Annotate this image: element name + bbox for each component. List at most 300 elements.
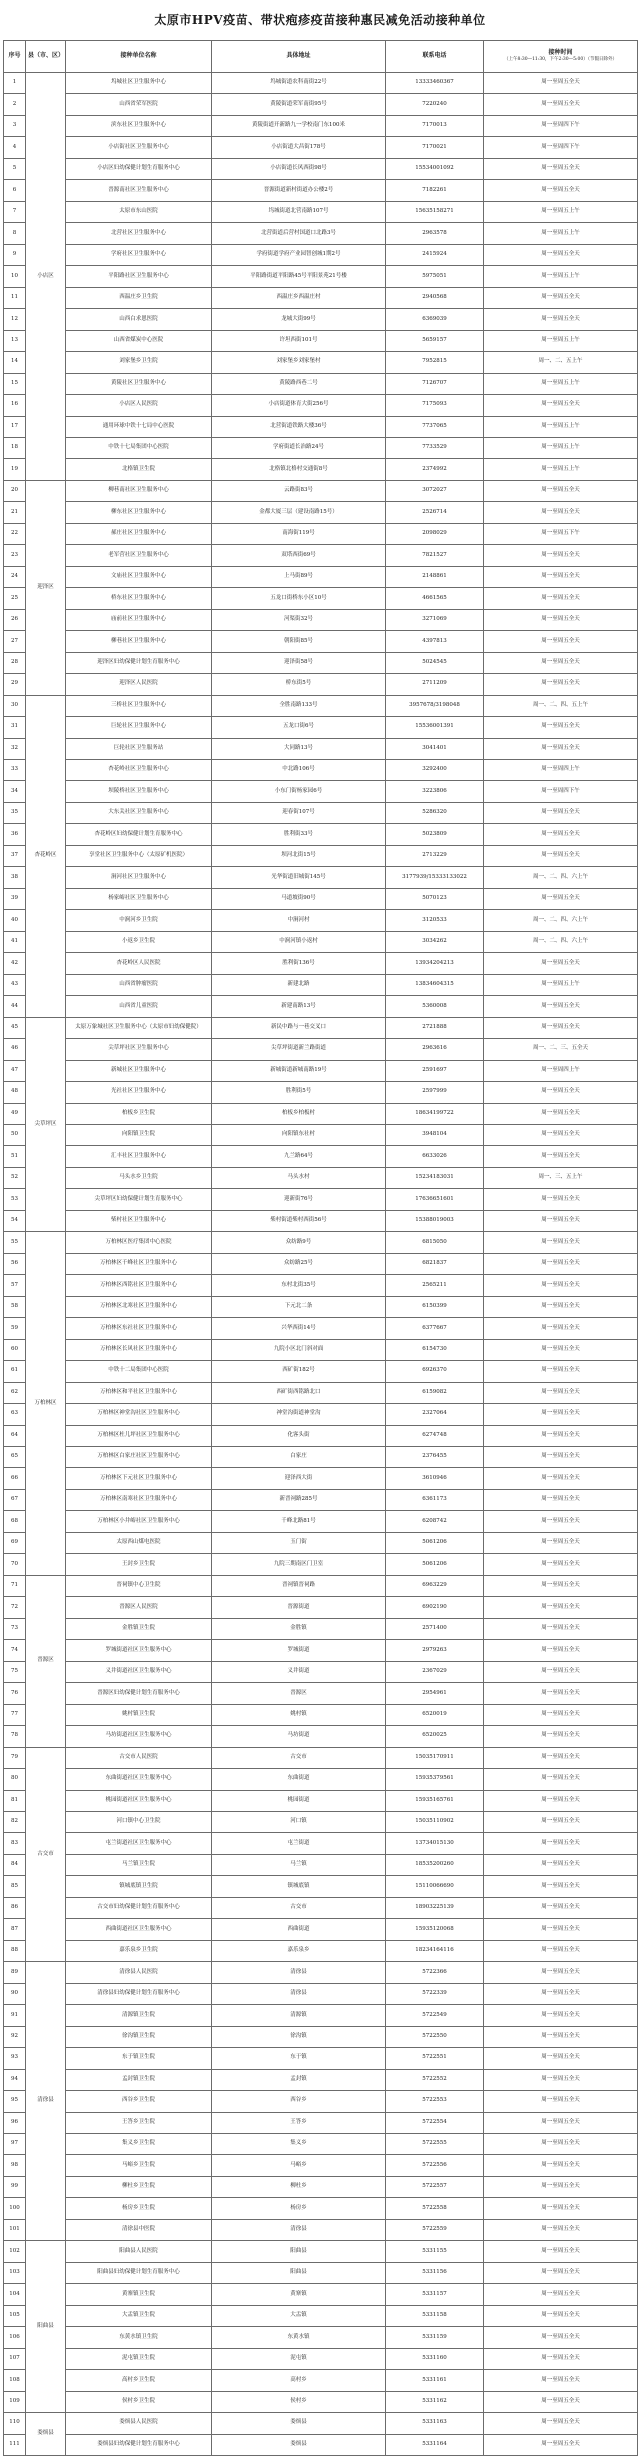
cell-address: 迎春街107号 [212, 802, 386, 823]
cell-phone: 2565211 [386, 1275, 484, 1296]
cell-address: 南海街119号 [212, 523, 386, 544]
cell-address: 新建南路13号 [212, 996, 386, 1017]
cell-name: 小店街社区卫生服务中心 [66, 137, 212, 158]
cell-address: 龙城大街99号 [212, 309, 386, 330]
cell-name: 马坊街道社区卫生服务中心 [66, 1726, 212, 1747]
cell-name: 涧河社区卫生服务中心 [66, 867, 212, 888]
cell-address: 中涧河村 [212, 910, 386, 931]
table-row [4, 2284, 638, 2305]
cell-seq: 24 [4, 566, 26, 587]
cell-seq: 74 [4, 1640, 26, 1661]
cell-time: 周一至周五全天 [484, 1017, 638, 1038]
table-row [4, 2348, 638, 2369]
cell-time: 周一至周五全天 [484, 1769, 638, 1790]
table-row [4, 330, 638, 351]
cell-phone: 5722554 [386, 2112, 484, 2133]
cell-time: 周一至周五全天 [484, 2327, 638, 2348]
cell-address: 刘家堡乡刘家堡村 [212, 352, 386, 373]
table-row [4, 2413, 638, 2434]
cell-seq: 50 [4, 1124, 26, 1145]
cell-phone: 18903225139 [386, 1897, 484, 1918]
cell-seq: 30 [4, 695, 26, 716]
cell-phone: 5331156 [386, 2262, 484, 2283]
cell-phone: 6361173 [386, 1489, 484, 1510]
cell-phone: 15035110902 [386, 1811, 484, 1832]
cell-address: 柳杜乡 [212, 2176, 386, 2197]
cell-name: 柴村社区卫生服务中心 [66, 1210, 212, 1231]
cell-seq: 80 [4, 1769, 26, 1790]
cell-seq: 11 [4, 287, 26, 308]
header-time-label: 接种时间 [548, 49, 573, 57]
cell-phone: 7821527 [386, 545, 484, 566]
cell-seq: 43 [4, 974, 26, 995]
cell-phone: 3177939/15333133022 [386, 867, 484, 888]
cell-phone: 5722556 [386, 2155, 484, 2176]
cell-phone: 7170013 [386, 115, 484, 136]
cell-phone: 7182261 [386, 180, 484, 201]
cell-address: 清源镇 [212, 2005, 386, 2026]
cell-time: 周一至周五全天 [484, 1811, 638, 1832]
table-row [4, 1146, 638, 1167]
cell-seq: 28 [4, 652, 26, 673]
cell-phone: 15935165761 [386, 1790, 484, 1811]
cell-phone: 18535200260 [386, 1854, 484, 1875]
table-row [4, 1232, 638, 1253]
cell-time: 周一至周五全天 [484, 1940, 638, 1961]
cell-phone: 6369039 [386, 309, 484, 330]
header-seq: 序号 [4, 41, 26, 73]
cell-seq: 75 [4, 1661, 26, 1682]
cell-time: 周一至周五全天 [484, 94, 638, 115]
cell-seq: 71 [4, 1575, 26, 1596]
cell-phone: 5722550 [386, 2026, 484, 2047]
cell-name: 桃园街道社区卫生服务中心 [66, 1790, 212, 1811]
cell-time: 周一至周四上午 [484, 1060, 638, 1081]
cell-name: 太原万象城社区卫生服务中心（太原市妇幼保健院） [66, 1017, 212, 1038]
table-row [4, 1468, 638, 1489]
table-row [4, 459, 638, 480]
table-row [4, 73, 638, 94]
cell-phone: 5024545 [386, 652, 484, 673]
cell-seq: 49 [4, 1103, 26, 1124]
cell-seq: 96 [4, 2112, 26, 2133]
cell-phone: 3610946 [386, 1468, 484, 1489]
cell-time: 周一至周五全天 [484, 1318, 638, 1339]
cell-phone: 3120533 [386, 910, 484, 931]
cell-phone: 3072027 [386, 480, 484, 501]
table-row [4, 1167, 638, 1188]
cell-address: 坝河北街15号 [212, 845, 386, 866]
table-row [4, 2134, 638, 2155]
cell-name: 孟封镇卫生院 [66, 2069, 212, 2090]
cell-address: 新晋祠路285号 [212, 1489, 386, 1510]
cell-address: 千峰北路81号 [212, 1511, 386, 1532]
cell-seq: 92 [4, 2026, 26, 2047]
cell-seq: 87 [4, 1919, 26, 1940]
cell-address: 胜利街33号 [212, 824, 386, 845]
cell-seq: 65 [4, 1447, 26, 1468]
cell-name: 黄陵社区卫生服务中心 [66, 373, 212, 394]
cell-phone: 2954961 [386, 1683, 484, 1704]
cell-seq: 40 [4, 910, 26, 931]
cell-seq: 52 [4, 1167, 26, 1188]
cell-time: 周一至周五全天 [484, 2005, 638, 2026]
cell-seq: 76 [4, 1683, 26, 1704]
cell-address: 阳曲县 [212, 2241, 386, 2262]
cell-phone: 5722559 [386, 2219, 484, 2240]
cell-time: 周一至周五全天 [484, 2284, 638, 2305]
cell-phone: 5360008 [386, 996, 484, 1017]
cell-address: 尖草坪街道新兰路街道 [212, 1039, 386, 1060]
cell-address: 九院小区北门斜对面 [212, 1339, 386, 1360]
cell-name: 万柏林区白家庄社区卫生服务中心 [66, 1447, 212, 1468]
cell-district: 清徐县 [26, 1962, 66, 2241]
table-row [4, 373, 638, 394]
table-row [4, 1275, 638, 1296]
cell-name: 杨房乡卫生院 [66, 2198, 212, 2219]
cell-address: 迎泽西大街 [212, 1468, 386, 1489]
cell-seq: 69 [4, 1532, 26, 1553]
table-row [4, 910, 638, 931]
cell-name: 小返乡卫生院 [66, 931, 212, 952]
cell-address: 清徐县 [212, 2219, 386, 2240]
cell-time: 周一至周五全天 [484, 802, 638, 823]
table-row [4, 1575, 638, 1596]
table-row [4, 437, 638, 458]
cell-phone: 5331160 [386, 2348, 484, 2369]
cell-name: 柳杜乡卫生院 [66, 2176, 212, 2197]
cell-time: 周一至周五全天 [484, 1103, 638, 1124]
cell-seq: 107 [4, 2348, 26, 2369]
cell-name: 东于镇卫生院 [66, 2048, 212, 2069]
cell-phone: 15110066690 [386, 1876, 484, 1897]
table-row [4, 523, 638, 544]
table-row [4, 2005, 638, 2026]
cell-phone: 6520019 [386, 1704, 484, 1725]
cell-name: 山西省煤炭中心医院 [66, 330, 212, 351]
cell-name: 向阳镇卫生院 [66, 1124, 212, 1145]
cell-time: 周一至周五全天 [484, 1361, 638, 1382]
header-address: 具体地址 [212, 41, 386, 73]
cell-seq: 10 [4, 266, 26, 287]
cell-address: 平阳路街道平阳路45号平阳景苑21号楼 [212, 266, 386, 287]
cell-time: 周一至周五全天 [484, 566, 638, 587]
cell-address: 众纺路9号 [212, 1232, 386, 1253]
table-row [4, 158, 638, 179]
cell-time: 周一至周五全天 [484, 1468, 638, 1489]
cell-time: 周一、二、五上午 [484, 352, 638, 373]
cell-time: 周一至周五全天 [484, 2176, 638, 2197]
cell-address: 坞城街道北营南路107号 [212, 201, 386, 222]
cell-seq: 27 [4, 631, 26, 652]
cell-seq: 97 [4, 2134, 26, 2155]
table-row [4, 1554, 638, 1575]
vaccination-units-table [3, 40, 638, 2456]
cell-phone: 13333460367 [386, 73, 484, 94]
cell-seq: 31 [4, 717, 26, 738]
cell-phone: 5331155 [386, 2241, 484, 2262]
cell-address: 晋源区 [212, 1683, 386, 1704]
cell-address: 姚村镇 [212, 1704, 386, 1725]
cell-phone: 5722552 [386, 2069, 484, 2090]
cell-time: 周一至周五全天 [484, 2262, 638, 2283]
cell-name: 万柏林区小井峪社区卫生服务中心 [66, 1511, 212, 1532]
cell-phone: 5722553 [386, 2091, 484, 2112]
cell-phone: 7733529 [386, 437, 484, 458]
table-row [4, 2198, 638, 2219]
cell-name: 光社社区卫生服务中心 [66, 1082, 212, 1103]
cell-phone: 3957678/3198048 [386, 695, 484, 716]
cell-name: 泥屯镇卫生院 [66, 2348, 212, 2369]
cell-name: 山西省儿童医院 [66, 996, 212, 1017]
cell-phone: 5023809 [386, 824, 484, 845]
cell-address: 西曲街道 [212, 1919, 386, 1940]
cell-seq: 47 [4, 1060, 26, 1081]
table-row [4, 717, 638, 738]
cell-seq: 46 [4, 1039, 26, 1060]
cell-name: 尖草坪社区卫生服务中心 [66, 1039, 212, 1060]
cell-name: 中铁十二局集团中心医院 [66, 1361, 212, 1382]
cell-seq: 61 [4, 1361, 26, 1382]
cell-seq: 110 [4, 2413, 26, 2434]
cell-phone: 2376455 [386, 1447, 484, 1468]
cell-time: 周一至周五全天 [484, 738, 638, 759]
cell-time: 周一至周五全天 [484, 888, 638, 909]
cell-seq: 21 [4, 502, 26, 523]
cell-time: 周一至周五全天 [484, 1790, 638, 1811]
cell-seq: 95 [4, 2091, 26, 2112]
cell-address: 北营街道铁路大楼36号 [212, 416, 386, 437]
cell-seq: 78 [4, 1726, 26, 1747]
cell-time: 周一至周五全天 [484, 1833, 638, 1854]
table-row [4, 2327, 638, 2348]
cell-time: 周一至周五全天 [484, 244, 638, 265]
cell-name: 柳巷社区卫生服务中心 [66, 631, 212, 652]
table-row [4, 2434, 638, 2455]
cell-phone: 5722549 [386, 2005, 484, 2026]
cell-name: 晋源区人民医院 [66, 1597, 212, 1618]
cell-seq: 1 [4, 73, 26, 94]
table-row [4, 1039, 638, 1060]
cell-name: 清徐县人民医院 [66, 1962, 212, 1983]
cell-address: 兴华西街14号 [212, 1318, 386, 1339]
cell-address: 娄烦县 [212, 2434, 386, 2455]
table-row [4, 2026, 638, 2047]
cell-name: 西谷乡卫生院 [66, 2091, 212, 2112]
cell-phone: 5659157 [386, 330, 484, 351]
cell-phone: 2571400 [386, 1618, 484, 1639]
cell-time: 周一至周五全天 [484, 158, 638, 179]
cell-name: 阳曲县妇幼保健计划生育服务中心 [66, 2262, 212, 2283]
cell-time: 周一至周五全天 [484, 1404, 638, 1425]
cell-address: 泥屯镇 [212, 2348, 386, 2369]
cell-seq: 14 [4, 352, 26, 373]
cell-phone: 7170021 [386, 137, 484, 158]
cell-seq: 93 [4, 2048, 26, 2069]
cell-phone: 2327064 [386, 1404, 484, 1425]
cell-phone: 6963229 [386, 1575, 484, 1596]
cell-seq: 26 [4, 609, 26, 630]
table-row [4, 1532, 638, 1553]
cell-address: 众纺路25号 [212, 1253, 386, 1274]
table-row [4, 1189, 638, 1210]
cell-time: 周一、二、四、六上午 [484, 867, 638, 888]
table-row [4, 760, 638, 781]
cell-address: 学府街道学府产业园智创城1期2号 [212, 244, 386, 265]
cell-time: 周一至周五上午 [484, 437, 638, 458]
table-row [4, 137, 638, 158]
cell-seq: 73 [4, 1618, 26, 1639]
table-row [4, 1124, 638, 1145]
cell-time: 周一、二、三、五全天 [484, 1039, 638, 1060]
table-row [4, 1983, 638, 2004]
table-row [4, 2069, 638, 2090]
cell-name: 高村乡卫生院 [66, 2370, 212, 2391]
cell-phone: 2940568 [386, 287, 484, 308]
cell-time: 周一至周四下午 [484, 137, 638, 158]
table-row [4, 287, 638, 308]
table-row [4, 1017, 638, 1038]
cell-name: 万柏林区西铭社区卫生服务中心 [66, 1275, 212, 1296]
cell-name: 万柏林区下元社区卫生服务中心 [66, 1468, 212, 1489]
cell-seq: 20 [4, 480, 26, 501]
cell-seq: 9 [4, 244, 26, 265]
cell-address: 小店街道长风西街98号 [212, 158, 386, 179]
cell-address: 马道坡街90号 [212, 888, 386, 909]
cell-address: 杨房乡 [212, 2198, 386, 2219]
cell-address: 晋源街道新村街道办公楼2号 [212, 180, 386, 201]
table-body [4, 73, 638, 2456]
cell-time: 周一至周五全天 [484, 1232, 638, 1253]
cell-time: 周一至周五全天 [484, 1382, 638, 1403]
table-row [4, 1618, 638, 1639]
cell-time: 周一至周五全天 [484, 1489, 638, 1510]
cell-phone: 6208742 [386, 1511, 484, 1532]
cell-time: 周一至周五上午 [484, 330, 638, 351]
cell-address: 柴村街道柴村西街56号 [212, 1210, 386, 1231]
cell-seq: 59 [4, 1318, 26, 1339]
cell-address: 坞城街道农科南街22号 [212, 73, 386, 94]
cell-time: 周一、三、五上午 [484, 1167, 638, 1188]
cell-time: 周一至周五上午 [484, 416, 638, 437]
cell-address: 侯村乡 [212, 2391, 386, 2412]
table-row [4, 545, 638, 566]
cell-phone: 5286320 [386, 802, 484, 823]
cell-address: 罗城街道 [212, 1640, 386, 1661]
table-row [4, 1210, 638, 1231]
cell-time: 周一至周五全天 [484, 1146, 638, 1167]
cell-address: 屯兰街道 [212, 1833, 386, 1854]
cell-district: 古交市 [26, 1747, 66, 1962]
cell-time: 周一至周五全天 [484, 996, 638, 1017]
cell-seq: 60 [4, 1339, 26, 1360]
cell-seq: 84 [4, 1854, 26, 1875]
cell-address: 胜利街136号 [212, 953, 386, 974]
cell-time: 周一至周五全天 [484, 2305, 638, 2326]
table-row [4, 1640, 638, 1661]
cell-address: 神堂沟街道神堂沟 [212, 1404, 386, 1425]
table-row [4, 1876, 638, 1897]
cell-phone: 6274748 [386, 1425, 484, 1446]
cell-phone: 4661565 [386, 588, 484, 609]
cell-time: 周一至周五全天 [484, 1661, 638, 1682]
cell-seq: 42 [4, 953, 26, 974]
cell-time: 周一至周五上午 [484, 223, 638, 244]
cell-seq: 7 [4, 201, 26, 222]
cell-address: 大盂镇 [212, 2305, 386, 2326]
cell-name: 平阳路社区卫生服务中心 [66, 266, 212, 287]
cell-time: 周一至周五上午 [484, 266, 638, 287]
cell-time: 周一至周五全天 [484, 502, 638, 523]
cell-name: 柳巷南社区卫生服务中心 [66, 480, 212, 501]
cell-phone: 5331157 [386, 2284, 484, 2305]
cell-phone: 6159082 [386, 1382, 484, 1403]
table-row [4, 1683, 638, 1704]
cell-address: 河口镇 [212, 1811, 386, 1832]
cell-time: 周一至周五全天 [484, 73, 638, 94]
cell-time: 周一至周五下午 [484, 523, 638, 544]
cell-time: 周一至周五全天 [484, 2048, 638, 2069]
table-row [4, 2391, 638, 2412]
cell-address: 西矿街西铭路北口 [212, 1382, 386, 1403]
table-row [4, 631, 638, 652]
cell-phone: 17636651601 [386, 1189, 484, 1210]
cell-address: 古交市 [212, 1747, 386, 1768]
cell-name: 文庙社区卫生服务中心 [66, 566, 212, 587]
cell-address: 北营街道后营村国道口北路3号 [212, 223, 386, 244]
cell-seq: 81 [4, 1790, 26, 1811]
cell-time: 周一至周五全天 [484, 1597, 638, 1618]
cell-district: 小店区 [26, 73, 66, 481]
cell-name: 小店区妇幼保健计划生育服务中心 [66, 158, 212, 179]
cell-seq: 48 [4, 1082, 26, 1103]
cell-seq: 5 [4, 158, 26, 179]
cell-phone: 5722366 [386, 1962, 484, 1983]
cell-phone: 5722555 [386, 2134, 484, 2155]
cell-name: 迎泽区妇幼保健计划生育服务中心 [66, 652, 212, 673]
cell-name: 万柏林区东社社区卫生服务中心 [66, 1318, 212, 1339]
cell-seq: 94 [4, 2069, 26, 2090]
cell-address: 西矿街182号 [212, 1361, 386, 1382]
cell-seq: 36 [4, 824, 26, 845]
table-row [4, 1661, 638, 1682]
cell-phone: 15388019003 [386, 1210, 484, 1231]
cell-address: 双塔西街69号 [212, 545, 386, 566]
cell-address: 东曲街道 [212, 1769, 386, 1790]
cell-district: 娄烦县 [26, 2413, 66, 2456]
cell-seq: 106 [4, 2327, 26, 2348]
cell-address: 中北路106号 [212, 760, 386, 781]
table-row [4, 1811, 638, 1832]
cell-phone: 5070123 [386, 888, 484, 909]
cell-name: 老军营社区卫生服务中心 [66, 545, 212, 566]
cell-address: 小店街道大昌街178号 [212, 137, 386, 158]
cell-time: 周一、二、四、六上午 [484, 931, 638, 952]
cell-seq: 22 [4, 523, 26, 544]
table-row [4, 352, 638, 373]
cell-time: 周一至周五全天 [484, 1511, 638, 1532]
cell-name: 阳曲县人民医院 [66, 2241, 212, 2262]
cell-time: 周一至周五全天 [484, 1447, 638, 1468]
cell-name: 清徐县妇幼保健计划生育服务中心 [66, 1983, 212, 2004]
cell-name: 小店区人民医院 [66, 395, 212, 416]
cell-time: 周一至周五全天 [484, 2134, 638, 2155]
table-row [4, 781, 638, 802]
cell-seq: 39 [4, 888, 26, 909]
cell-seq: 18 [4, 437, 26, 458]
cell-time: 周一至周五全天 [484, 2112, 638, 2133]
cell-name: 郝庄社区卫生服务中心 [66, 523, 212, 544]
